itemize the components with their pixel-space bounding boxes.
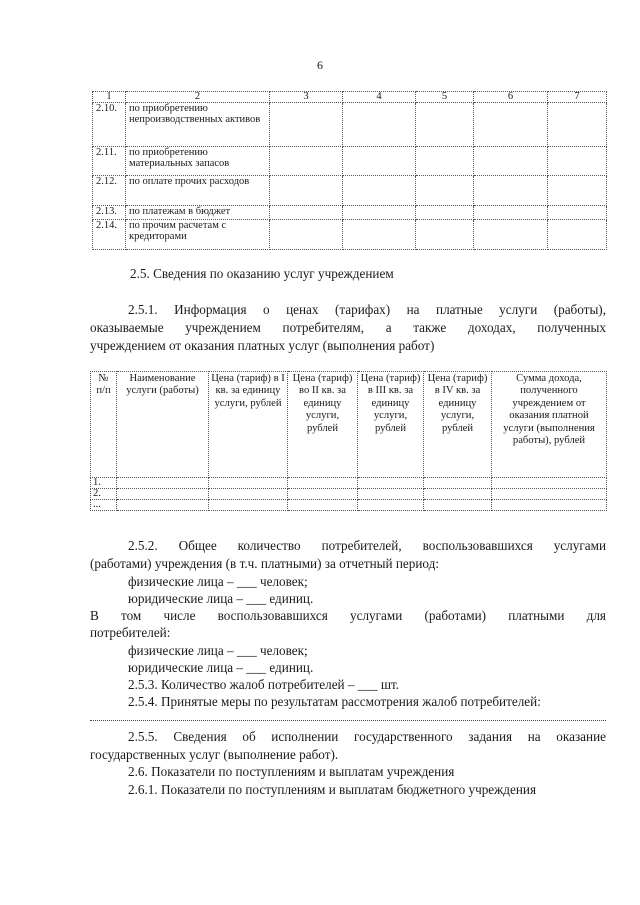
paragraph-2-5-2-line2: (работами) учреждения (в т.ч. платными) за отчетный период:: [90, 556, 440, 571]
empty-cell: [424, 478, 492, 489]
empty-cell: [209, 489, 288, 500]
table-row: [91, 478, 607, 489]
empty-cell: [548, 176, 607, 206]
row-number: 2.14.: [93, 220, 126, 250]
empty-cell: [288, 489, 358, 500]
header-price-q2: Цена (тариф) во II кв. за единицу услуги, рублей: [288, 372, 358, 478]
empty-cell: [474, 147, 548, 176]
section-title-2-5: 2.5. Сведения по оказанию услуг учреждением: [130, 266, 394, 281]
empty-cell: [416, 206, 474, 220]
empty-cell: [358, 478, 424, 489]
empty-cell: [209, 500, 288, 511]
column-number-3: 3: [270, 92, 343, 103]
page-number: 6: [317, 58, 323, 72]
column-number-5: 5: [416, 92, 474, 103]
empty-cell: [548, 103, 607, 147]
table-row: [91, 489, 607, 500]
empty-cell: [288, 478, 358, 489]
table-row: [93, 103, 607, 147]
column-number-6: 6: [474, 92, 548, 103]
empty-cell: [416, 147, 474, 176]
empty-cell: [343, 206, 416, 220]
empty-cell: [474, 176, 548, 206]
complaint-measures: 2.5.4. Принятые меры по результатам рассмотрения жалоб потребителей:: [128, 694, 541, 709]
row-label: по приобретению непроизводственных активов: [126, 103, 270, 147]
fill-in-line: [90, 720, 606, 721]
empty-cell: [474, 220, 548, 250]
table-row: [93, 220, 607, 250]
empty-cell: [492, 500, 607, 511]
paragraph-2-5-1-line1: 2.5.1. Информация о ценах (тарифах) на платные услуги (работы),: [128, 302, 606, 317]
empty-cell: [548, 147, 607, 176]
empty-cell: [424, 489, 492, 500]
empty-cell: [270, 147, 343, 176]
paragraph-2-5-5-line2: государственных услуг (выполнение работ).: [90, 747, 339, 762]
row-number: ...: [91, 500, 117, 511]
empty-cell: [474, 103, 548, 147]
header-price-q4: Цена (тариф) в IV кв. за единицу услуги, рублей: [424, 372, 492, 478]
empty-cell: [492, 478, 607, 489]
empty-cell: [117, 500, 209, 511]
section-title-2-6-1: 2.6.1. Показатели по поступлениям и выплатам бюджетного учреждения: [128, 782, 537, 797]
empty-cell: [416, 176, 474, 206]
paragraph-2-5-2-line1: 2.5.2. Общее количество потребителей, воспользовавшихся услугами: [128, 538, 606, 553]
empty-cell: [358, 500, 424, 511]
column-number-4: 4: [343, 92, 416, 103]
row-label: по прочим расчетам с кредиторами: [126, 220, 270, 250]
table-row: [93, 176, 607, 206]
empty-cell: [474, 206, 548, 220]
row-label: по приобретению материальных запасов: [126, 147, 270, 176]
paragraph-2-5-1-line2: оказываемые учреждением потребителям, а также доходах, полученных: [90, 320, 606, 335]
empty-cell: [343, 176, 416, 206]
header-number: № п/п: [91, 372, 117, 478]
column-number-2: 2: [126, 92, 270, 103]
header-income-sum: Сумма дохода, полученного учреждением от оказания платной услуги (выполнения работы), рублей: [492, 372, 607, 478]
empty-cell: [270, 206, 343, 220]
empty-cell: [416, 103, 474, 147]
header-service-name: Наименование услуги (работы): [117, 372, 209, 478]
empty-cell: [424, 500, 492, 511]
empty-cell: [492, 489, 607, 500]
row-number: 2.: [91, 489, 117, 500]
table-header-row: [91, 372, 607, 478]
header-price-q1: Цена (тариф) в I кв. за единицу услуги, рублей: [209, 372, 288, 478]
row-label: по платежам в бюджет: [126, 206, 270, 220]
header-price-q3: Цена (тариф) в III кв. за единицу услуги, рублей: [358, 372, 424, 478]
row-number: 2.11.: [93, 147, 126, 176]
column-number-7: 7: [548, 92, 607, 103]
paragraph-2-5-1-line3: учреждением от оказания платных услуг (выполнения работ): [90, 338, 435, 353]
payments-table: [92, 91, 607, 250]
empty-cell: [288, 500, 358, 511]
complaints-count: 2.5.3. Количество жалоб потребителей – ___ шт.: [128, 677, 400, 692]
legal-entities-count: юридические лица – ___ единиц.: [128, 591, 314, 606]
table-row: [93, 206, 607, 220]
row-number: 2.12.: [93, 176, 126, 206]
empty-cell: [548, 220, 607, 250]
column-number-1: 1: [93, 92, 126, 103]
paragraph-2-5-2-line4: потребителей:: [90, 625, 171, 640]
empty-cell: [548, 206, 607, 220]
row-number: 2.10.: [93, 103, 126, 147]
row-number: 2.13.: [93, 206, 126, 220]
empty-cell: [343, 103, 416, 147]
physical-persons-count: физические лица – ___ человек;: [128, 574, 308, 589]
empty-cell: [117, 478, 209, 489]
paragraph-2-5-2-line3: В том числе воспользовавшихся услугами (работами) платными для: [90, 608, 606, 623]
empty-cell: [209, 478, 288, 489]
empty-cell: [343, 147, 416, 176]
section-title-2-6: 2.6. Показатели по поступлениям и выплатам учреждения: [128, 764, 455, 779]
table-row: [93, 147, 607, 176]
paid-services-table: [90, 371, 607, 511]
empty-cell: [270, 220, 343, 250]
paragraph-2-5-5-line1: 2.5.5. Сведения об исполнении государственного задания на оказание: [128, 729, 606, 744]
paid-legal-entities-count: юридические лица – ___ единиц.: [128, 660, 314, 675]
paid-physical-persons-count: физические лица – ___ человек;: [128, 643, 308, 658]
empty-cell: [343, 220, 416, 250]
empty-cell: [117, 489, 209, 500]
empty-cell: [270, 176, 343, 206]
row-number: 1.: [91, 478, 117, 489]
empty-cell: [416, 220, 474, 250]
table-header-row: [93, 92, 607, 103]
row-label: по оплате прочих расходов: [126, 176, 270, 206]
table-row: [91, 500, 607, 511]
empty-cell: [270, 103, 343, 147]
empty-cell: [358, 489, 424, 500]
